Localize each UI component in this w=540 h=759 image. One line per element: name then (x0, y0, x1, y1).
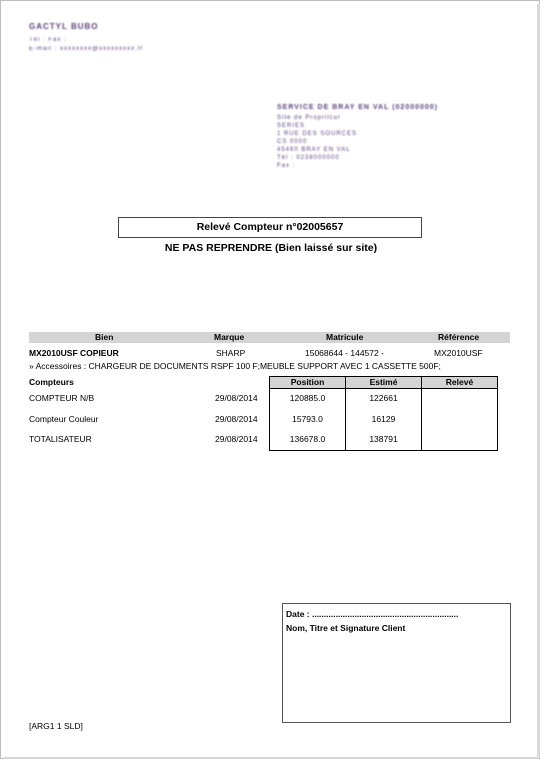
counter-estime: 16129 (371, 414, 396, 424)
counter-name: Compteur Couleur (29, 414, 99, 424)
recipient-line: Site de Proprilcur (277, 115, 342, 121)
header-estime: Estimé (369, 377, 398, 387)
asset-bien: MX2010USF COPIEUR (29, 348, 119, 358)
recipient-address (277, 104, 438, 171)
counter-name: TOTALISATEUR (29, 434, 92, 444)
sender-name: GACTYL BUBO (29, 22, 99, 31)
counter-estime: 138791 (369, 434, 398, 444)
recipient-line: Fax : (277, 163, 296, 169)
counter-position: 136678.0 (289, 434, 326, 444)
header-matricule: Matricule (326, 332, 364, 342)
recipient-name: SERVICE DE BRAY EN VAL (02000000) (277, 104, 439, 111)
asset-matricule: 15068644 - 144572 - (305, 348, 384, 358)
recipient-line: 1 RUE DES SOURCES (277, 131, 358, 137)
header-releve: Relevé (445, 377, 474, 387)
signature-label: Nom, Titre et Signature Client (286, 623, 406, 633)
recipient-line: Tél : 0238000000 (277, 155, 340, 161)
document-subtitle: NE PAS REPRENDRE (Bien laissé sur site) (164, 242, 378, 254)
counters-label: Compteurs (29, 377, 74, 387)
asset-reference: MX2010USF (434, 348, 483, 358)
asset-accessories: » Accessoires : CHARGEUR DE DOCUMENTS RSPF 100 F;MEUBLE SUPPORT AVEC 1 CASSETTE 500F; (29, 361, 441, 371)
counter-position: 15793.0 (292, 414, 323, 424)
counter-position: 120885.0 (289, 393, 326, 403)
document-title: Relevé Compteur n°02005657 (118, 217, 422, 238)
counter-estime: 122661 (369, 393, 398, 403)
header-reference: Référence (438, 332, 480, 342)
signature-box[interactable] (282, 603, 511, 723)
sender-email: E-mail : xxxxxxxx@xxxxxxxxx.fr (29, 46, 144, 52)
footer-code: [ARG1 1 SLD] (29, 721, 83, 731)
sender-phone-fax: Tél : Fax : (29, 37, 67, 43)
date-label: Date : .............................................................. (286, 609, 459, 619)
header-position: Position (290, 377, 325, 387)
counter-date: 29/08/2014 (215, 434, 258, 444)
counter-name: COMPTEUR N/B (29, 393, 95, 403)
recipient-line: SERIES (277, 123, 306, 129)
counter-date: 29/08/2014 (215, 393, 258, 403)
recipient-line: 45460 BRAY EN VAL (277, 147, 351, 153)
recipient-line: CS 0000 (277, 139, 308, 145)
asset-marque: SHARP (216, 348, 246, 358)
counter-date: 29/08/2014 (215, 414, 258, 424)
header-bien: Bien (95, 332, 114, 342)
header-marque: Marque (214, 332, 245, 342)
